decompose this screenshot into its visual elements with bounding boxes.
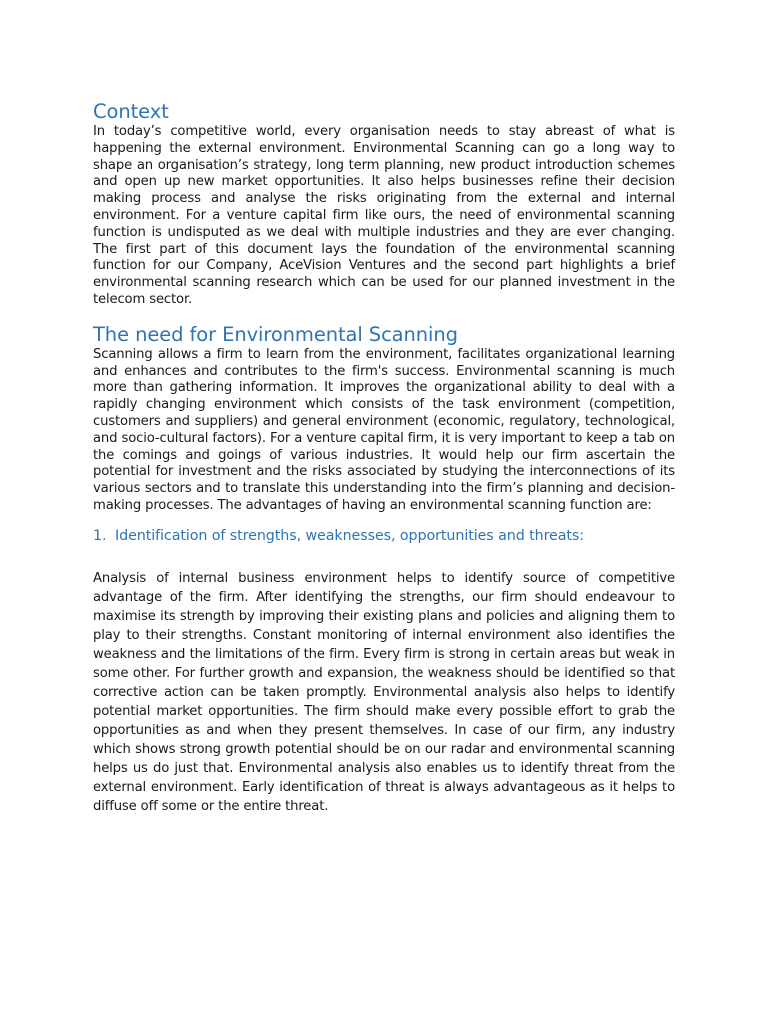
- list-item-heading: [93, 527, 675, 545]
- list-item-body: Analysis of internal business environment helps to identify source of competitive advantage of the firm. After identifying the strengths, our firm should endeavour to maximise its strength by improving their existing plans and policies and aligning them to play to their strengths. Constant monitoring of internal environment also identifies the weakness and the limitations of the firm. Every firm is strong in certain areas but weak in some other. For further growth and expansion, the weakness should be identified so that corrective action can be taken promptly. Environmental analysis also helps to identify potential market opportunities. The firm should make every possible effort to grab the opportunities as and when they present themselves. In case of our firm, any industry which shows strong growth potential should be on our radar and environmental scanning helps us do just that. Environmental analysis also enables us to identify threat from the external environment. Early identification of threat is always advantageous as it helps to diffuse off some or the entire threat.: [93, 570, 675, 814]
- list-item-number: 1.: [93, 527, 107, 544]
- document-page: [93, 100, 675, 816]
- section-body-need: Scanning allows a firm to learn from the environment, facilitates organizational learning and enhances and contributes to the firm's success. Environmental scanning is much more than gathering information. It improves the organizational ability to deal with a rapidly changing environment which consists of the task environment (competition, customers and suppliers) and general environment (economic, regulatory, technological, and socio-cultural factors). For a venture capital firm, it is very important to keep a tab on the comings and goings of various industries. It would help our firm ascertain the potential for investment and the risks associated by studying the interconnections of its various sectors and to translate this understanding into the firm’s planning and decision-making processes. The advantages of having an environmental scanning function are:: [93, 346, 675, 513]
- section-heading-context: Context: [93, 100, 169, 123]
- section-body-context: In today’s competitive world, every organisation needs to stay abreast of what is happening the external environment. Environmental Scanning can go a long way to shape an organisation’s strategy, long term planning, new product introduction schemes and open up new market opportunities. It also helps businesses refine their decision making process and analyse the risks originating from the external and internal environment. For a venture capital firm like ours, the need of environmental scanning function is undisputed as we deal with multiple industries and they are ever changing. The first part of this document lays the foundation of the environmental scanning function for our Company, AceVision Ventures and the second part highlights a brief environmental scanning research which can be used for our planned investment in the telecom sector.: [93, 124, 675, 307]
- section-heading-need: The need for Environmental Scanning: [93, 322, 458, 346]
- list-item-heading-text: Identification of strengths, weaknesses, opportunities and threats:: [115, 527, 584, 544]
